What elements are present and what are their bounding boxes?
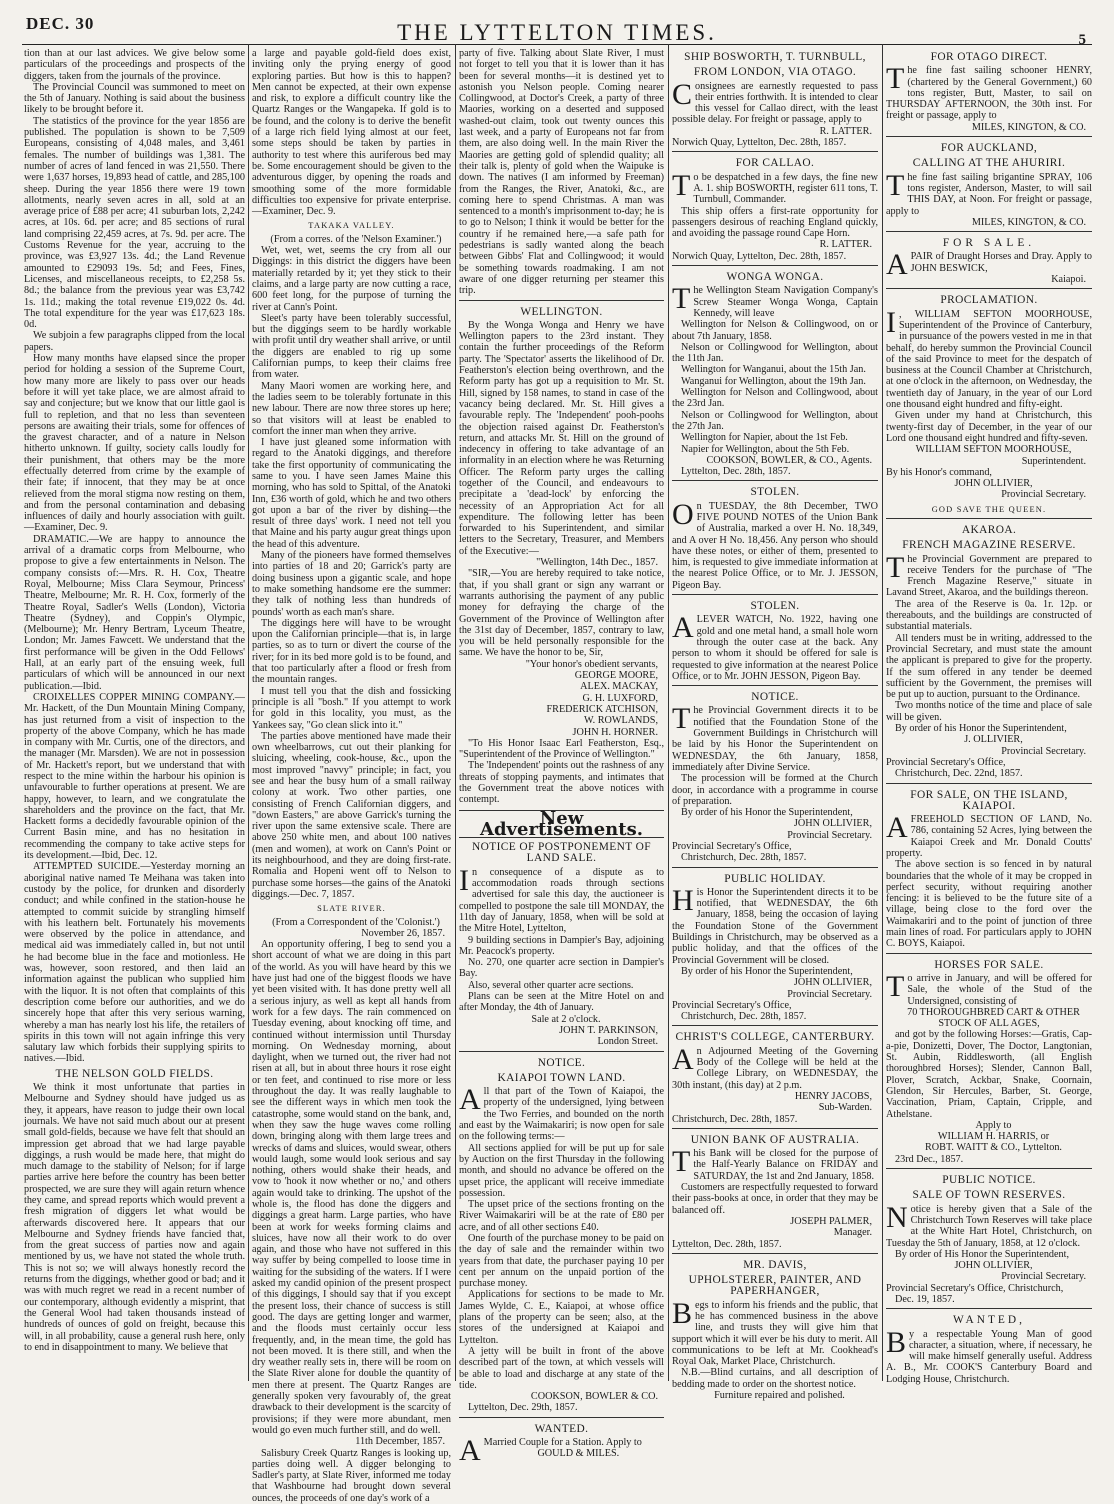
- ad-signature: Lyttelton, Dec. 28th, 1857.: [672, 1238, 782, 1250]
- schedule-line: Nelson or Collingwood for Wellington, about the 27th Jan.: [672, 409, 878, 432]
- ad-heading: PUBLIC HOLIDAY.: [724, 872, 826, 885]
- ad-heading: NOTICE.: [537, 1056, 586, 1069]
- schedule-line: Wanganui for Wellington, about the 19th Jan.: [681, 375, 866, 387]
- ad-signature: Provincial Secretary.: [1001, 489, 1086, 501]
- ad-signature: Manager.: [833, 1227, 872, 1239]
- ad-heading: KAIAPOI TOWN LAND.: [497, 1071, 626, 1084]
- ad-paragraph: Sale at 2 o'clock.: [531, 1013, 601, 1025]
- letter-closing: "Your honor's obedient servants,: [525, 658, 658, 670]
- ad-heading: UNION BANK OF AUSTRALIA.: [690, 1133, 860, 1146]
- ad-signature: Provincial Secretary's Office, Christchurch,: [886, 1282, 1064, 1294]
- ad-signature: London Street.: [597, 1036, 658, 1048]
- article-paragraph: The 'Independent' points out the rashness of any threats of stopping payments, and intimates that the Government treat the above notices with contempt.: [459, 760, 664, 806]
- ad-paragraph: The upset price of the sections fronting on the River Waimakariri will be at the rate of £80 per acre, and of all other sections £40.: [459, 1199, 664, 1233]
- ad-paragraph: Consignees are earnestly requested to pass their entries forthwith. It is intended to clear this vessel for Callao direct, with the least possible delay. For freight or passage, apply to: [672, 77, 878, 126]
- ad-signature: JOHN OLLIVIER,: [954, 1260, 1033, 1272]
- article-paragraph: Many Maori women are working here, and the ladies seem to be tolerably fortunate in this new labour. There are now three stores up here; so that visitors will at least be enabled to comfort the inner man when they arrive.: [252, 380, 451, 437]
- ad-signature: Norwich Quay, Lyttelton, Dec. 28th, 1857.: [672, 250, 847, 262]
- ad-signature: 23rd Dec., 1857.: [895, 1153, 964, 1165]
- ad-signature: WILLIAM H. HARRIS, or: [937, 1131, 1050, 1143]
- ad-paragraph: The Provincial Government directs it to be notified that the Foundation Stone of the Government Buildings in Christchurch will be laid by his Honor the Superintendent on WEDNESDAY, the 6th January, 1858, immediately after Divine Service.: [672, 702, 878, 773]
- ad-heading: FOR AUCKLAND,: [940, 142, 1038, 155]
- article-paragraph: I must tell you that the dish and fossicking principle is all "bosh." If you attempt to work for gold in this locality, you must, as the Yankees say, "Go clean slick into it.": [252, 685, 451, 731]
- ad-paragraph: On TUESDAY, the 8th December, TWO FIVE POUND NOTES of the Union Bank of Australia, marked a over H. No. 18,349, and A over H No. 18,456. Any person who should have these notes, or either of them, presented to him, is requested to give immediate information at the nearest Police Office, or to Mr. J. JESSON, Pigeon Bay.: [672, 497, 878, 591]
- ad-paragraph: No. 270, one quarter acre section in Dampier's Bay.: [459, 957, 664, 980]
- ad-heading: CHRIST'S COLLEGE, CANTERBURY.: [675, 1031, 875, 1044]
- letter-dateline: "Wellington, 14th Dec., 1857.: [536, 557, 658, 569]
- article-paragraph: An opportunity offering, I beg to send you a short account of what we are doing in this part of the world. As you will have heard by this we have just had one of the biggest floods we have yet been visited with. It has done pretty well all a serious injury, as well as kept all hands from work for a few days. The rain commenced on Tuesday evening, about knocking off time, and continued without intermission until Thursday morning. On Wednesday morning, about daylight, when we turned out, the river had not risen at all, but in about three hours it rose eight or ten feet, and continued to rise more or less throughout the day. It was really laughable to see the different ways in which men took the catastrophe, some would stand on the bank, and, when they saw the huge waves come rolling down, bringing along with them large trees and wrecks of dams and sluices, would swear, others would laugh, some would look serious and say nothing, others would shake their heads, and vow to 'hook it now whether or no,' and others again would take to drinking. The upshot of the whole is, the flood has done the diggers and diggings a great harm. Large parties, who have been at work for weeks forming claims and sluices, have now all their work to do over again, and those who have not suffered in this way suffer by being compelled to loose time in waiting for the subsiding of the waters. If I were asked my candid opinion of the present prospect of this diggings, I should say that if you except the present loss, their chance of success is still good. The days are getting longer and warmer, and the floods must certainly occur less frequently, and, in the mean time, the gold has not been moved. It is there still, and when the dry weather really sets in, there will be room on the Slate River alone for double the quantity of men there at present. The Quartz Ranges are generally spoken very favourably of, the great drawback to their development is the scarcity of provisions; if they were more abundant, men would go even much further still, and do well.: [252, 939, 451, 1436]
- ad-signature: JOHN OLLIVIER,: [793, 818, 872, 830]
- article-paragraph: We subjoin a few paragraphs clipped from the local papers.: [24, 330, 245, 353]
- signatory: JOHN H. HORNER.: [572, 726, 658, 738]
- article-heading: THE NELSON GOLD FIELDS.: [55, 1067, 214, 1080]
- schedule-line: Wellington for Nelson & Collingwood, on or about 7th January, 1858.: [672, 319, 878, 342]
- ad-signature: R. LATTER.: [819, 125, 872, 137]
- ad-signature: Superintendent.: [1021, 455, 1086, 467]
- ad-paragraph: Given under my hand at Christchurch, this twenty-first day of December, in the year of our Lord one thousand eight hundred and fifty-seven.: [886, 410, 1092, 444]
- ad-paragraph: This ship offers a first-rate opportunity for passengers desirous of reaching England quickly, and avoiding the passage round Cape Horn.: [672, 205, 878, 240]
- ad-signature: Kaiapoi.: [1051, 274, 1086, 286]
- column-divider: [668, 44, 669, 1381]
- article-paragraph: The diggings here will have to be wrought upon the Californian principle—that is, in large parties, so as to turn or divert the course of the river; for in its bed more gold is to be found, and that too particularly after a flood or fresh from the mountain ranges.: [252, 617, 451, 686]
- ad-signature: Provincial Secretary.: [1001, 1271, 1086, 1283]
- ad-paragraph: A LEVER WATCH, No. 1922, having one gold and one metal hand, a small hole worn through the outer case at the back. Any person to whom it should be offered for sale is requested to give information at the nearest Police Office, or to Mr. JOHN JESSON, Pigeon Bay.: [672, 611, 878, 682]
- ad-signature: Christchurch, Dec. 28th, 1857.: [681, 852, 807, 864]
- article-paragraph: By the Wonga Wonga and Henry we have Wellington papers to the 23rd instant. They contain the further proceedings of the Reform party. The 'Spectator' asserts the likelihood of Dr. Featherston's election being overthrown, and the Reform party has got up a requisition to Mr. St. Hill, signed by 158 names, to stand in case of the vacancy being declared. Mr. St. Hill gives a favourable reply. The 'Independent' pooh-poohs the objection raised against Dr. Featherston's return, and attacks Mr. St. Hill on the ground of indecency in offering to take advantage of an informality in an election where he was Returning Officer. The Reform party urges the calling together of the Council, and endeavours to precipitate a 'dead-lock' by enforcing the necessity of an Appropriation Act for all expenditure. The following letter has been forwarded to his Superintendent, and similar letters to the Secretary, Treasurer, and Members of the Executive:—: [459, 319, 664, 557]
- ad-signature: Lyttelton, Dec. 28th, 1857.: [681, 466, 791, 478]
- ad-signature: Norwich Quay, Lyttelton, Dec. 28th, 1857.: [672, 137, 847, 149]
- ad-heading: NOTICE.: [751, 691, 799, 704]
- ad-paragraph: Furniture repaired and polished.: [714, 1390, 845, 1402]
- ad-paragraph: The above section is so fenced in by natural boundaries that the whole of it may be cropped in perfect security, without requiring another fencing: it is believed to be the future site of a village, being close to the ford over the Waimakariri and to the point of junction of three main lines of road. For particulars apply to JOHN C. BOYS, Kaiapoi.: [886, 859, 1092, 950]
- ad-signature: Lyttelton, Dec. 29th, 1857.: [468, 1402, 578, 1414]
- article-paragraph: Sleet's party have been tolerably successful, but the diggings seem to be hardly workable with profit until dry weather shall arrive, or until the diggers are enabled to rig up some Californian pumps, to keep their claims free from water.: [252, 312, 451, 381]
- ad-heading: FROM LONDON, VIA OTAGO.: [693, 66, 857, 79]
- ad-heading: WONGA WONGA.: [726, 271, 824, 284]
- column-divider: [248, 44, 249, 1381]
- page-header: [0, 0, 1114, 48]
- ad-signature: JOHN T. PARKINSON,: [559, 1024, 658, 1036]
- ad-paragraph: Also, several other quarter acre sections.: [468, 979, 634, 991]
- ad-paragraph: The Provincial Government are prepared to receive Tenders for the purchase of "The French Magazine Reserve," situate in Lavand Street, Akaroa, and the buildings thereon.: [886, 550, 1092, 599]
- column-5: [886, 48, 1092, 1383]
- article-paragraph: The statistics of the province for the year 1856 are published. The population is shown to be 7,509 Europeans, consisting of 4,048 males, and 3,461 females. The number of buildings was 1,381. The number of acres of land fenced in was 21,550. There were 1,637 horses, 19,893 head of cattle, and 285,100 sheep. During the year 1856 there were 19 town allotments, nearly seven acres in all, sold at an average price of £88 per acre; 41 suburban lots, 2,242 acres, at 10s. 6d. per acre; and 85 sections of rural land comprising 22,459 acres, at 7s. 9d. per acre. The Customs Revenue for the year, accruing to the province, was £3,927 13s. 4d.; the Land Revenue amounted to £29093 19s. 5d; and Fees, Fines, Licenses, and miscellaneous receipts, to £2,258 5s. 8d.; the balance from the previous year was £3,742 1s. 11d.; making the total revenue £19,022 0s. 4d. The total expenditure for the year was £17,623 18s. 0d.: [24, 115, 245, 331]
- article-source: (From a Correspondent of the 'Colonist.'): [272, 916, 440, 928]
- ad-signature: GOULD & MILES.: [537, 1448, 620, 1460]
- ad-paragraph: This Bank will be closed for the purpose of the Half-Yearly Balance on FRIDAY and SATURDAY, the 1st and 2nd January, 1858.: [672, 1145, 878, 1182]
- ad-paragraph: A FREEHOLD SECTION OF LAND, No. 786, containing 52 Acres, lying between the Kaiapoi Creek and Mr. Donald Coutts' property.: [886, 811, 1092, 859]
- article-paragraph: We think it most unfortunate that parties in Melbourne and Sydney should have judged us as they, it appears, have reason to judge their own local journals. We have not said much about our at present small gold-fields, because we have felt that should an impression get abroad that we had large payable diggings, a rush would be made here, that might do much damage to the stability of Nelson; for if large parties arrive here before the country has been better prospected, we are sure they will again return whence they came, and spread reports which would prevent a fresh migration of diggers let what would be afterwards discovered here. It appears that our Melbourne and Sydney friends have fancied that, from the great success of parties now and again mentioned by us, we have not stated the whole truth. This is not so; we will always honestly record the returns from the diggings, whether good or bad; and it was with much regret we read in a recent number of our contemporary, although evidently a misprint, that the General Wool had taken thousands instead of hundreds of ounces of gold on freight, because this will, in all probability, cause a general rush here, only to end in disappointment to many. We believe that: [24, 1082, 245, 1353]
- ad-heading: FOR SALE.: [942, 237, 1036, 250]
- ad-paragraph: N.B.—Blind curtains, and all description of bedding made to order on the shortest notice.: [672, 1367, 878, 1390]
- ad-signature: JOHN OLLIVIER,: [793, 977, 872, 989]
- ad-heading: NOTICE OF POSTPONEMENT OF LAND SALE.: [471, 841, 652, 865]
- ad-paragraph: A jetty will be built in front of the above described part of the town, at which vessels will be able to load and discharge at any state of the tide.: [459, 1345, 664, 1391]
- signatory: W. ROWLANDS,: [583, 715, 658, 727]
- ad-paragraph: Plans can be seen at the Mitre Hotel on and after Monday, the 4th of January.: [459, 991, 664, 1014]
- article-heading: TAKAKA VALLEY.: [308, 221, 395, 231]
- article-dateline: November 26, 1857.: [361, 927, 445, 939]
- ad-paragraph: The fine fast sailing schooner HENRY, (chartered by the General Government,) 60 tons register, Butt, Master, to sail on THURSDAY AFTERNOON, the 30th inst. For freight or passage, apply to: [886, 62, 1092, 122]
- ad-paragraph: All that part of the Town of Kaiapoi, the property of the undersigned, lying between the Two Ferries, and bounded on the north and east by the Waimakariri; is now open for sale on the following terms:—: [459, 1083, 664, 1143]
- ad-paragraph: Begs to inform his friends and the public, that he has commenced business in the above line, and trusts they will give him that support which it will ever be his duty to merit. All communications to be left at Mr. Cookhead's Royal Oak, Market Place, Christchurch.: [672, 1296, 878, 1368]
- ad-signature: Christchurch, Dec. 28th, 1857.: [681, 1011, 807, 1023]
- article-paragraph: I have just gleaned some information with regard to the Anatoki diggings, and therefore take the first opportunity of communicating the same to you. I have seen James Maine this morning, who has sold to Spittal, of the Anatoki Inn, £36 worth of gold, which he and two others got upon a bar of the river by dishing—the result of three days' work. I need not tell you that Maine and his party augur great things upon the head of this adventure.: [252, 437, 451, 550]
- signatory: ALEX. MACKAY,: [580, 681, 658, 693]
- ad-closing: GOD SAVE THE QUEEN.: [931, 504, 1047, 514]
- ad-paragraph: Applications for sections to be made to Mr. James Wylde, C. E., Kaiapoi, at whose office plans of the property can be seen; also, at the stores of the undersigned at Kaiapoi and Lyttelton.: [459, 1289, 664, 1346]
- ad-paragraph: To arrive in January, and will be offered for Sale, the whole of the Stud of the Undersigned, consisting of: [886, 969, 1092, 1007]
- letter-address: "To His Honor Isaac Earl Featherston, Esq., "Superintendent of the Province of Wellington.": [459, 737, 664, 761]
- ad-heading: CALLING AT THE AHURIRI.: [912, 157, 1066, 170]
- article-paragraph: The Provincial Council was summoned to meet on the 5th of January. Nothing is said about the business likely to be brought before it.: [24, 81, 245, 116]
- newspaper-masthead: THE LYTTELTON TIMES.: [397, 20, 717, 45]
- ad-signature: COOKSON, BOWLER & CO.: [530, 1391, 658, 1403]
- ad-paragraph: I , WILLIAM SEFTON MOORHOUSE, Superintendent of the Province of Canterbury, in pursuance of the powers vested in me in that behalf, do hereby summon the Provincial Council of the said Province to meet for the despatch of business at the Council Chamber at Christchurch, at one o'clock in the afternoon, on Wednesday, the twentieth day of January, in the year of our Lord one thousand eight hundred and fifty-eight.: [886, 305, 1092, 411]
- ad-paragraph: The area of the Reserve is 0a. 1r. 12p. or thereabouts, and the buildings are constructed of substantial materials.: [886, 598, 1092, 633]
- header-date: DEC. 30: [26, 14, 95, 33]
- ad-heading: HORSES FOR SALE.: [934, 958, 1044, 971]
- ad-paragraph: His Honor the Superintendent directs it to be notified, that WEDNESDAY, the 6th January, 1858, being the occasion of laying the Foundation Stone of the Government Buildings in Christchurch, may be observed as a public holiday, and that the offices of the Provincial Government will be closed.: [672, 883, 878, 966]
- ad-paragraph: and got by the following Horses:—Gratis, Cap-a-pie, Donizetti, Dover, The Doctor, Langtonian, St. Aubin, Riddlesworth, (all English thoroughbred Horses); Slender, Cannon Ball, Plover, Scratch, Ackbar, Snake, Coornain, Glendon, Sir Hercules, Barber, St. George, Vaccination, Priam, Captain, Cripple, and Athelstane.: [886, 1029, 1092, 1120]
- article-paragraph: "SIR,—You are hereby required to take notice, that, if you shall grant or sign any warrant or warrants authorising the payment of any public money for defraying the charge of the Government of the Province of Wellington after the 31st day of December, 1857, contrary to law, you will be held personally responsible for the same. We have the honor to be, Sir,: [459, 568, 664, 659]
- ad-signature: COOKSON, BOWLER, & CO., Agents.: [706, 454, 872, 466]
- ad-signature: Apply to: [975, 1119, 1012, 1131]
- ad-paragraph: By order of his Honor the Superintendent,: [681, 965, 853, 977]
- column-divider: [882, 44, 883, 1381]
- ad-paragraph: The procession will be formed at the Church door, in accordance with a programme in course of preparation.: [672, 773, 878, 807]
- ad-paragraph: One fourth of the purchase money to be paid on the day of sale and the remainder within two years from that date, the purchaser paying 10 per cent per annum on the unpaid portion of the purchase money.: [459, 1232, 664, 1290]
- ad-paragraph: 70 THOROUGHBRED CART & OTHER STOCK OF ALL AGES,: [907, 1006, 1080, 1030]
- article-paragraph: Wet, wet, wet, seems the cry from all our Diggings: in this district the diggers have been materially retarded by it; yet they stick to their claims, and a large party are now cutting a race, 600 feet long, for the purpose of turning the river at Cann's Point.: [252, 245, 451, 313]
- ad-paragraph: A PAIR of Draught Horses and Dray. Apply to JOHN BESWICK,: [886, 248, 1092, 282]
- ad-signature: Sub-Warden.: [818, 1102, 872, 1114]
- header-rule: [22, 44, 1092, 45]
- ad-heading: WANTED.: [534, 1422, 589, 1435]
- ad-signature: By his Honor's command,: [886, 466, 992, 478]
- ad-paragraph: The fine fast sailing brigantine SPRAY, 106 tons register, Anderson, Master, to will sail THIS DAY, at Noon. For freight or passage, apply to: [886, 168, 1092, 217]
- ad-heading: WANTED,: [953, 1314, 1025, 1327]
- ad-paragraph: By a respectable Young Man of good character, a situation, where, if necessary, he will make himself generally useful. Address A. B., Mr. COOK'S Canterbury Board and Lodging House, Christchurch.: [886, 1325, 1092, 1385]
- article-paragraph: Salisbury Creek Quartz Ranges is looking up, parties doing well. A digger belonging to Sadler's party, at Slate River, informed me today that Washbourne had brought down several ounces, the proceeds of one day's work of a: [252, 1447, 451, 1504]
- schedule-line: Wellington for Wanganui, about the 15th Jan.: [681, 364, 866, 376]
- ad-paragraph: An Adjourned Meeting of the Governing Body of the College will be held at the College Library, on WEDNESDAY, the 30th instant, (this day) at 2 p.m.: [672, 1042, 878, 1091]
- schedule-line: Wellington for Nelson and Collingwood, about the 23rd Jan.: [672, 387, 878, 410]
- ad-signature: ROBT. WAITT & CO., Lyttelton.: [925, 1142, 1062, 1154]
- article-dateline: 11th December, 1857.: [355, 1436, 445, 1448]
- ad-signature: Christchurch, Dec. 22nd, 1857.: [895, 768, 1023, 780]
- ad-signature: HENRY JACOBS,: [794, 1090, 872, 1102]
- column-divider: [455, 44, 456, 1381]
- new-advertisements-heading: New Advertisements.: [459, 810, 664, 839]
- ad-signature: WILLIAM SEFTON MOORHOUSE,: [915, 444, 1072, 456]
- ad-signature: Provincial Secretary's Office,: [672, 841, 792, 852]
- article-paragraph: DRAMATIC.—We are happy to announce the arrival of a dramatic corps from Melbourne, who propose to give a few entertainments in Nelson. The company consists of:—Mrs. R. H. Cox, Theatre Royal, Melbourne; Miss Clara Seymour, Princess' Theatre, Melbourne; Mr. R. H. Cox, formerly of the Theatre Royal, Sadler's Wells (London), Victoria Theatre (Sydney), and Coppin's Olympic, (Melbourne); Mr. Henry Bertram, Lyceum Theatre, London; Mr. James Fawcett. We understand that the first performance will be given in the Odd Fellows' Hall, at an early part of the ensuing week, full particulars of which will be announced in our next publication.—Ibid.: [24, 533, 245, 692]
- ad-signature: J. OLLIVIER,: [964, 734, 1023, 746]
- ad-heading: SHIP BOSWORTH, T. TURNBULL,: [684, 51, 866, 63]
- ad-signature: MILES, KINGTON, & CO.: [971, 121, 1086, 133]
- column-1: [24, 48, 245, 1383]
- ad-heading: AKAROA.: [961, 523, 1017, 536]
- ad-paragraph: Notice is hereby given that a Sale of the Christchurch Town Reserves will take place at the White Hart Hotel, Christchurch, on Tuesday the 5th of January, 1858, at 12 o'clock.: [886, 1200, 1092, 1249]
- ad-paragraph: The Wellington Steam Navigation Company's Screw Steamer Wonga Wonga, Captain Kennedy, will leave: [672, 282, 878, 319]
- ad-signature: Provincial Secretary.: [787, 829, 872, 841]
- article-source: (From a corres. of the 'Nelson Examiner.'): [270, 233, 442, 245]
- ad-signature: JOHN OLLIVIER,: [954, 478, 1033, 490]
- ad-heading: FOR SALE, ON THE ISLAND, KAIAPOI.: [910, 788, 1068, 812]
- signatory: G. H. LUXFORD,: [582, 692, 658, 704]
- ad-signature: JOSEPH PALMER,: [790, 1215, 872, 1227]
- ad-heading: PROCLAMATION.: [940, 294, 1038, 307]
- article-paragraph: Many of the pioneers have formed themselves into parties of 18 and 20; Garrick's party are doing business upon a gigantic scale, and hope to make something handsome ere the summer: they talk of nothing less than hundreds of pounds' worth as each man's share.: [252, 550, 451, 618]
- page-number: 5: [1078, 32, 1086, 48]
- ad-signature: Provincial Secretary's Office,: [672, 999, 792, 1011]
- ad-heading: SALE OF TOWN RESERVES.: [912, 1189, 1066, 1202]
- ad-heading: MR. DAVIS,: [743, 1258, 807, 1271]
- column-3: [459, 48, 664, 1468]
- ad-heading: UPHOLSTERER, PAINTER, AND PAPERHANGER,: [688, 1274, 862, 1298]
- ad-signature: Christchurch, Dec. 28th, 1857.: [672, 1113, 798, 1125]
- ad-heading: FOR OTAGO DIRECT.: [930, 51, 1048, 63]
- ad-paragraph: Customers are respectfully requested to forward their pass-books at once, in order that they may be balanced off.: [672, 1182, 878, 1216]
- ad-signature: Provincial Secretary.: [787, 988, 872, 1000]
- ad-signature: Provincial Secretary's Office,: [886, 756, 1006, 768]
- schedule-line: Napier for Wellington, about the 5th Feb.: [681, 443, 850, 455]
- article-paragraph: party of five. Talking about Slate River, I must not forget to tell you that it is lower than it has been for several months—it is destined yet to astonish you Nelson people. Coming nearer Collingwood, at Doctor's Creek, a party of three Maories, working on a deserted and supposed washed-out claim, took out twenty ounces this last week, and a party of Europeans not far from them, are also doing well. In the main River the Maories are getting gold of splendid quality; all their talk is, plenty of gold when the Waipuke is down. The natives (I am informed by Freeman) from the Ranges, the River, Anatoki, &c., are coming here to spend Christmas. A man was sentenced to a month's imprisonment to-day; he is to go to Nelson; I think it would be better for the country if he remained here,—a safe path for pedestrians is sadly wanted along the beach between Gibbs' Flat and Collingwood; it would be something towards roadmaking. I am not aware of one digger returning per steamer this trip.: [459, 48, 664, 297]
- article-paragraph: tion than at our last advices. We give below some particulars of the proceedings and prospects of the diggers, taken from the journals of the province.: [24, 48, 245, 82]
- ad-signature: R. LATTER.: [819, 239, 872, 251]
- article-paragraph: a large and payable gold-field does exist, inviting only the prying energy of good exploring parties. But how is this to happen? Men cannot be expected, at their own expense and risk, to explore a difficult country like the Quartz Ranges or the Wangapeka. If gold is to be found, and the colony is to derive the benefit of a large rich field lying almost at our feet, some steps should be taken by parties in authority to test where this auriferous bed may be. Some encouragement should be given to the adventurous digger, by opening the roads and smoothing some of the more formidable difficulties too expensive for private enterprise.—Examiner, Dec. 9.: [252, 48, 451, 218]
- ad-paragraph: 9 building sections in Dampier's Bay, adjoining Mr. Peacock's property.: [459, 934, 664, 957]
- ad-heading: STOLEN.: [750, 600, 800, 613]
- article-paragraph: How many months have elapsed since the proper period for holding a session of the Supreme Court, how many more are likely to pass over our heads before it will yet take place, we are almost afraid to say and conjecture; but we know that our little gaol is full to repletion, and that no less than seventeen persons are awaiting their trials, some for offences of the gravest character, and of a nature in Nelson hitherto unknown. If guilty, society calls loudly for their punishment, that others may be the more effectually deterred from crime by the example of their fate; if innocent, that they may be at once relieved from the moral stigma now resting on them, and from the personal contamination and debasing influences of daily and hourly association with guilt.—Examiner, Dec. 9.: [24, 353, 245, 534]
- signatory: GEORGE MOORE,: [574, 670, 658, 682]
- column-4: [672, 48, 878, 1402]
- ad-heading: FOR CALLAO.: [735, 157, 815, 170]
- ad-paragraph: To be despatched in a few days, the fine new A. 1. ship BOSWORTH, register 611 tons, T. Turnbull, Commander.: [672, 168, 878, 206]
- signatory: FREDERICK ATCHISON,: [546, 703, 658, 715]
- article-paragraph: ATTEMPTED SUICIDE.—Yesterday morning an aboriginal native named Te Meihana was taken into custody by the police, for drunken and disorderly conduct; and while confined in the station-house he attempted to commit suicide by strangling himself with his leathern belt. Fortunately his movements were observed by the police in attendance, and medical aid was immediately called in, but not until he had become blue in the face and motionless. He was, however, soon restored, and then laid an information against the publican who supplied him with the liquor. It is not often that complaints of this description come before our authorities, and we do sincerely hope that after this very serious warning, whereby a man has nearly lost his life, the retailers of spirits in this town will not again infringe this very salutary law which forbids their supplying spirits to natives.—Ibid.: [24, 861, 245, 1065]
- ad-heading: STOLEN.: [750, 486, 800, 499]
- ad-paragraph: By order of His Honor the Superintendent,: [895, 1248, 1070, 1260]
- article-heading: SLATE RIVER.: [317, 904, 386, 914]
- ad-paragraph: A Married Couple for a Station. Apply to: [459, 1434, 642, 1468]
- article-paragraph: CROIXELLES COPPER MINING COMPANY.—Mr. Hackett, of the Dun Mountain Mining Company, has just returned from a visit of inspection to the property of the above Company, which he has made in company with Mr. Curtis, one of the directors, and the manager (Mr. Marsden). We are not in possession of Mr. Hackett's report, but we understand that with respect to the mine within the harbour his opinion is unfavourable to further operations at present. We are happy, however, to learn, and we congratulate the shareholders and the province on the fact, that Mr. Hackett forms a decidedly favourable opinion of the Current Basin mine, and has no hesitation in recommending the company to take active steps for its development.—Ibid, Dec. 12.: [24, 691, 245, 862]
- ad-signature: Dec. 19, 1857.: [895, 1293, 955, 1305]
- ad-paragraph: Two months notice of the time and place of sale will be given.: [886, 700, 1092, 723]
- article-heading: WELLINGTON.: [520, 305, 603, 318]
- schedule-line: Wellington for Napier, about the 1st Feb.: [681, 432, 848, 444]
- article-paragraph: The parties above mentioned have made their own wheelbarrows, cut out their planking for sluicing, wheeling, cook-house, &c., upon the most improved "navvy" principle; in fact, you see and hear the busy hum of a small railway colony at work. Two other parties, one consisting of French Californian diggers, and "down Easters," are above Garrick's turning the river upon the same extensive scale. There are above 250 white men, and about 100 natives (men and women), at work on Cann's Point or its neighbourhood, and they are doing first-rate. Romalia and Hopeni went off to Nelson to purchase some horses—the gains of the Anatoki diggings.—Dec. 7, 1857.: [252, 730, 451, 900]
- ad-paragraph: All sections applied for will be put up for sale by Auction on the first Thursday in the following month, and should no advance be offered on the upset price, the applicant will receive immediate possession.: [459, 1142, 664, 1199]
- ad-paragraph: By order of his Honor the Superintendent,: [681, 807, 853, 819]
- ad-signature: MILES, KINGTON, & CO.: [971, 216, 1086, 228]
- ad-heading: PUBLIC NOTICE.: [942, 1174, 1036, 1187]
- schedule-line: Nelson or Collingwood for Wellington, about the 11th Jan.: [672, 341, 878, 365]
- ad-paragraph: In consequence of a dispute as to accommodation roads through sections advertised for sale this day, the auctioneer is compelled to postpone the sale till MONDAY, the 11th day of January, 1858, when will be sold at the Mitre Hotel, Lyttelton,: [459, 863, 664, 935]
- ad-heading: FRENCH MAGAZINE RESERVE.: [902, 539, 1076, 552]
- ad-paragraph: By order of his Honor the Superintendent,: [895, 723, 1067, 735]
- ad-signature: Provincial Secretary.: [1001, 745, 1086, 757]
- ad-paragraph: All tenders must be in writing, addressed to the Provincial Secretary, and must state the amount the applicant is prepared to give for the property. If the sum offered in any tender be deemed sufficient by the Government, the premises will be put up to auction, pursuant to the Ordinance.: [886, 632, 1092, 701]
- column-2: [252, 48, 451, 1504]
